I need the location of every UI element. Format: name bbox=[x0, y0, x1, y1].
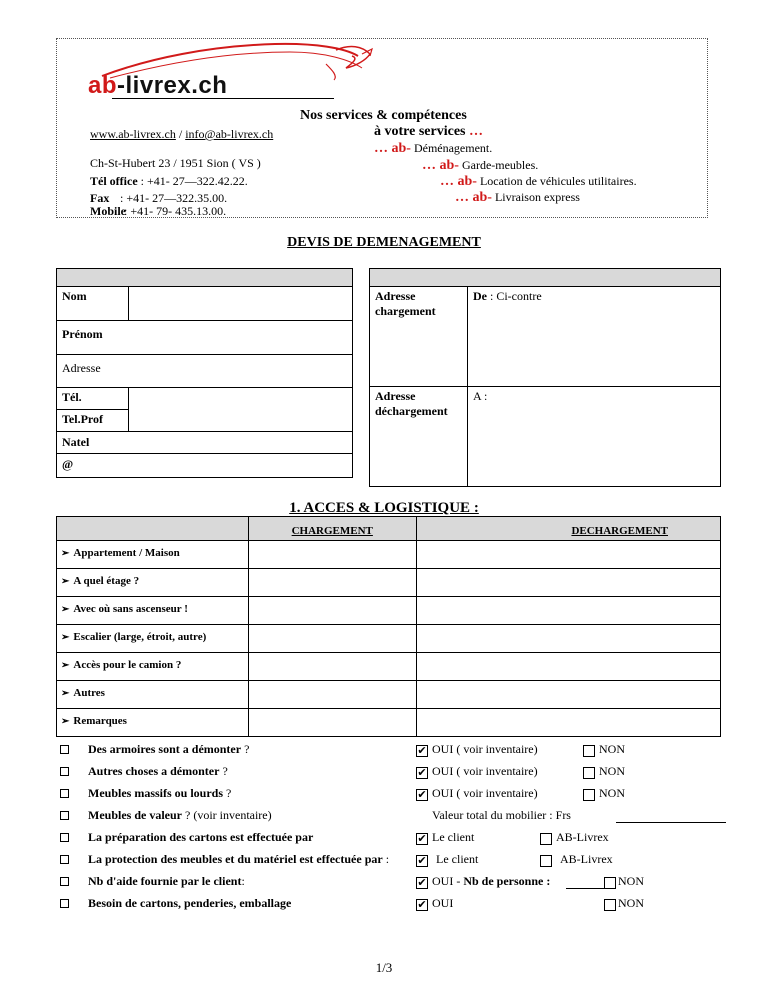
checkbox-oui[interactable]: ✔ bbox=[417, 745, 427, 757]
table-header-bar bbox=[57, 269, 353, 287]
service-item: … ab- Garde-meubles. bbox=[422, 158, 539, 173]
label-adresse-dechargement: Adresse déchargement bbox=[370, 387, 468, 487]
logo-underline bbox=[112, 98, 334, 99]
label-tel-prof: Tel.Prof bbox=[57, 410, 129, 432]
bullet-square-icon bbox=[60, 789, 69, 798]
bullet-square-icon bbox=[60, 767, 69, 776]
acces-logistique-table bbox=[56, 516, 721, 737]
col-chargement: CHARGEMENT bbox=[249, 517, 417, 541]
cell-dechargement[interactable] bbox=[416, 569, 721, 597]
row-label: ➢ Escalier (large, étroit, autre) bbox=[57, 625, 249, 653]
row-label: ➢ Appartement / Maison bbox=[57, 541, 249, 569]
input-adresse-chargement[interactable]: De : Ci-contre bbox=[468, 287, 721, 387]
cell-chargement[interactable] bbox=[249, 709, 417, 737]
cell-chargement[interactable] bbox=[249, 597, 417, 625]
checkbox-non[interactable] bbox=[583, 767, 595, 779]
address-table bbox=[369, 268, 721, 487]
label-adresse-chargement: Adresse chargement bbox=[370, 287, 468, 387]
row-label: ➢ A quel étage ? bbox=[57, 569, 249, 597]
checkbox-oui[interactable]: ✔ bbox=[417, 899, 427, 911]
checkbox-non[interactable] bbox=[583, 789, 595, 801]
cell-chargement[interactable] bbox=[249, 653, 417, 681]
checkbox-le-client[interactable]: ✔ bbox=[417, 855, 427, 867]
client-info-table bbox=[56, 268, 353, 478]
checkbox-ab-livrex[interactable] bbox=[540, 855, 552, 867]
cell-dechargement[interactable] bbox=[416, 709, 721, 737]
company-address: Ch-St-Hubert 23 / 1951 Sion ( VS ) bbox=[90, 156, 261, 170]
label-prenom[interactable]: Prénom bbox=[57, 321, 353, 355]
valeur-total-label: Valeur total du mobilier : Frs bbox=[432, 808, 571, 822]
cell-chargement[interactable] bbox=[249, 541, 417, 569]
website-link[interactable]: www.ab-livrex.ch bbox=[90, 127, 176, 141]
bullet-square-icon bbox=[60, 899, 69, 908]
bullet-square-icon bbox=[60, 855, 69, 864]
label-natel[interactable]: Natel bbox=[57, 432, 353, 454]
checkbox-ab-livrex[interactable] bbox=[540, 833, 552, 845]
cell-dechargement[interactable] bbox=[416, 653, 721, 681]
checkbox-oui[interactable]: ✔ bbox=[417, 877, 427, 889]
service-item: … ab- Location de véhicules utilitaires. bbox=[440, 174, 637, 189]
checkbox-non[interactable] bbox=[583, 745, 595, 757]
table-corner bbox=[57, 517, 249, 541]
service-item: … ab- Déménagement. bbox=[374, 141, 493, 156]
row-label: ➢ Accès pour le camion ? bbox=[57, 653, 249, 681]
checkbox-non[interactable] bbox=[604, 877, 616, 889]
services-title: Nos services & compétences bbox=[300, 108, 467, 123]
logo: ab-livrex.ch bbox=[88, 72, 228, 99]
checkbox-oui[interactable]: ✔ bbox=[417, 789, 427, 801]
bullet-square-icon bbox=[60, 833, 69, 842]
devis-title: DEVIS DE DEMENAGEMENT bbox=[287, 235, 481, 250]
label-nom: Nom bbox=[57, 287, 129, 321]
row-label: ➢ Avec où sans ascenseur ! bbox=[57, 597, 249, 625]
fax: Fax : +41- 27—322.35.00. bbox=[90, 191, 228, 205]
services-subtitle: à votre services … bbox=[374, 124, 483, 139]
checkbox-le-client[interactable]: ✔ bbox=[417, 833, 427, 845]
cell-dechargement[interactable] bbox=[416, 681, 721, 709]
contact-links: www.ab-livrex.ch / info@ab-livrex.ch bbox=[90, 127, 274, 141]
mobile: Mobile: +41- 79- 435.13.00. bbox=[90, 204, 227, 218]
label-email[interactable]: @ bbox=[57, 454, 353, 478]
label-tel: Tél. bbox=[57, 388, 129, 410]
checkbox-oui[interactable]: ✔ bbox=[417, 767, 427, 779]
input-tel[interactable] bbox=[129, 388, 353, 432]
row-label: ➢ Autres bbox=[57, 681, 249, 709]
section-title: 1. ACCES & LOGISTIQUE : bbox=[289, 500, 479, 516]
tel-office: Tél office : +41- 27—322.42.22. bbox=[90, 174, 248, 188]
bullet-square-icon bbox=[60, 745, 69, 754]
cell-dechargement[interactable] bbox=[416, 625, 721, 653]
col-dechargement: DECHARGEMENT bbox=[416, 517, 721, 541]
input-nom[interactable] bbox=[129, 287, 353, 321]
cell-chargement[interactable] bbox=[249, 625, 417, 653]
input-adresse-dechargement[interactable]: A : bbox=[468, 387, 721, 487]
checkbox-non[interactable] bbox=[604, 899, 616, 911]
cell-chargement[interactable] bbox=[249, 569, 417, 597]
bullet-square-icon bbox=[60, 877, 69, 886]
page-number: 1/3 bbox=[375, 960, 393, 975]
bullet-square-icon bbox=[60, 811, 69, 820]
label-adresse[interactable]: Adresse bbox=[57, 355, 353, 388]
nb-personne-field[interactable] bbox=[566, 888, 604, 889]
valeur-total-field[interactable] bbox=[616, 822, 726, 823]
cell-dechargement[interactable] bbox=[416, 597, 721, 625]
cell-dechargement[interactable] bbox=[416, 541, 721, 569]
table-header-bar bbox=[370, 269, 721, 287]
cell-chargement[interactable] bbox=[249, 681, 417, 709]
service-item: … ab- Livraison express bbox=[455, 190, 580, 205]
row-label: ➢ Remarques bbox=[57, 709, 249, 737]
email-link[interactable]: info@ab-livrex.ch bbox=[185, 127, 274, 141]
